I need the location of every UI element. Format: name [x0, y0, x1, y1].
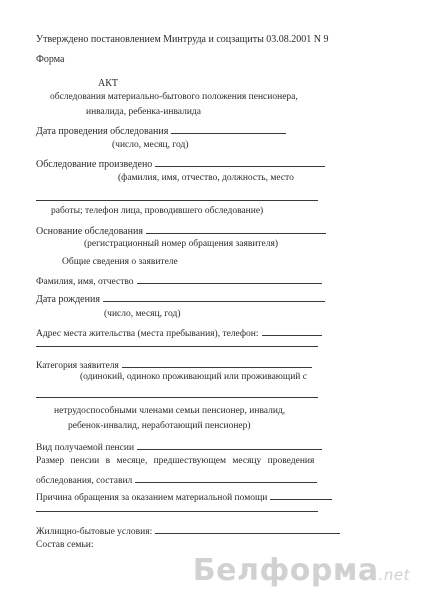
- pension-type-label: Вид получаемой пенсии: [36, 443, 135, 453]
- survey-date-hint: (число, месяц, год): [112, 140, 189, 150]
- basis-field[interactable]: [146, 224, 326, 234]
- birth-date-field[interactable]: [103, 292, 325, 302]
- conducted-by-field[interactable]: [155, 157, 325, 167]
- birth-date-label: Дата рождения: [36, 294, 100, 305]
- general-info-heading: Общие сведения о заявителе: [62, 257, 178, 267]
- birth-date-row: [36, 292, 325, 305]
- category-field[interactable]: [122, 358, 312, 368]
- pension-amount-field[interactable]: [135, 473, 317, 483]
- approval-note: Утверждено постановлением Минтруда и соцзащиты 03.08.2001 N 9: [36, 34, 329, 45]
- belforma-watermark-logo: [193, 553, 410, 588]
- category-hint-1: (одинокий, одиноко проживающий или проживающий с: [80, 372, 307, 382]
- act-subtitle-line1: обследования материально-бытового положения пенсионера,: [50, 92, 298, 102]
- watermark-suffix: .net: [378, 566, 410, 584]
- category-label: Категория заявителя: [36, 361, 119, 371]
- basis-row: [36, 224, 326, 237]
- conducted-by-row: [36, 157, 325, 170]
- living-conditions-row: [36, 524, 340, 538]
- address-extra-line[interactable]: [36, 346, 318, 347]
- pension-amount-line-1: Размер пенсии в месяце, предшествующем месяцу проведения: [36, 456, 315, 466]
- birth-date-hint: (число, месяц, год): [104, 309, 181, 319]
- survey-date-label: Дата проведения обследования: [36, 126, 169, 137]
- survey-date-row: [36, 124, 286, 137]
- pension-amount-row: [36, 473, 317, 487]
- form-label: Форма: [36, 54, 65, 65]
- basis-hint: (регистрационный номер обращения заявителя): [84, 239, 279, 249]
- living-conditions-field[interactable]: [155, 524, 340, 534]
- reason-field[interactable]: [270, 490, 332, 500]
- reason-label: Причина обращения за оказанием материальной помощи: [36, 493, 268, 503]
- conducted-by-hint-2: работы; телефон лица, проводившего обследование): [51, 206, 264, 216]
- pension-type-row: [36, 440, 322, 454]
- conducted-by-extra-line[interactable]: [36, 200, 318, 201]
- address-row: [36, 326, 322, 340]
- pension-type-field[interactable]: [137, 440, 322, 450]
- act-subtitle-line2: инвалида, ребенка-инвалида: [86, 107, 201, 117]
- category-row: [36, 358, 312, 372]
- full-name-label: Фамилия, имя, отчество: [36, 277, 134, 287]
- full-name-row: [36, 274, 322, 288]
- watermark-brand: Белформа: [192, 553, 379, 588]
- conducted-by-hint-1: (фамилия, имя, отчество, должность, место: [118, 173, 294, 183]
- category-hint-2: нетрудоспособными членами семьи пенсионер, инвалид,: [54, 406, 286, 416]
- act-title: АКТ: [98, 78, 118, 89]
- full-name-field[interactable]: [137, 274, 322, 284]
- category-hint-3: ребенок-инвалид, неработающий пенсионер): [68, 421, 251, 431]
- reason-extra-line[interactable]: [36, 511, 318, 512]
- living-conditions-label: Жилищно-бытовые условия:: [36, 527, 153, 537]
- address-label: Адрес места жительства (места пребывания), телефон:: [36, 329, 259, 339]
- pension-amount-label: обследования, составил: [36, 476, 133, 486]
- address-field[interactable]: [262, 326, 322, 336]
- family-label: Состав семьи:: [36, 540, 94, 550]
- reason-row: [36, 490, 332, 504]
- basis-label: Основание обследования: [36, 226, 143, 237]
- category-extra-line[interactable]: [36, 397, 318, 398]
- survey-date-field[interactable]: [171, 124, 286, 134]
- conducted-by-label: Обследование произведено: [36, 159, 153, 170]
